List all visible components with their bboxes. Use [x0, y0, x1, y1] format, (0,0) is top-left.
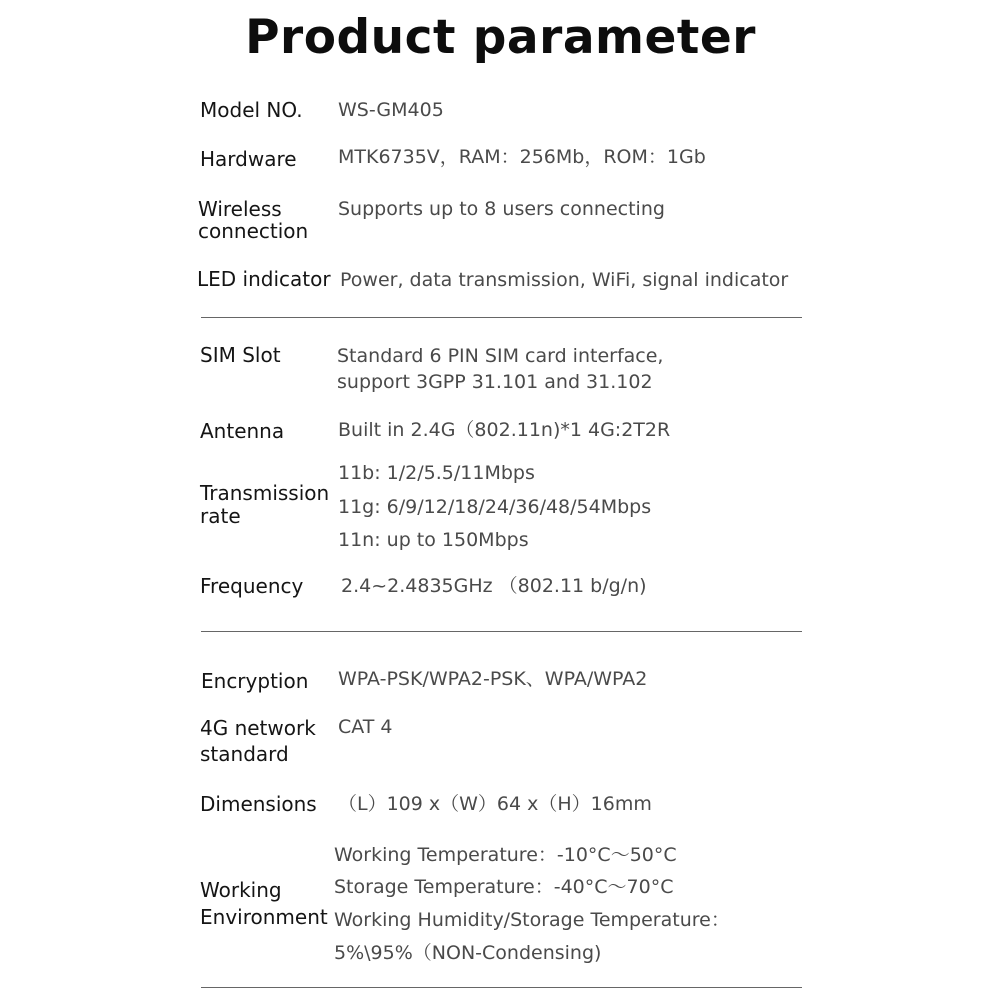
label-environment-line2: Environment [200, 905, 328, 929]
value-sim-slot-line1: Standard 6 PIN SIM card interface, [337, 345, 664, 367]
value-transmission-11g: 11g: 6/9/12/18/24/36/48/54Mbps [338, 496, 652, 518]
label-environment-line1: Working [200, 878, 282, 902]
value-encryption: WPA-PSK/WPA2-PSK、WPA/WPA2 [338, 668, 648, 690]
label-frequency: Frequency [200, 574, 304, 598]
label-encryption: Encryption [201, 669, 309, 693]
label-led-indicator: LED indicator [197, 267, 331, 291]
section-divider [201, 631, 802, 632]
value-humidity-label: Working Humidity/Storage Temperature： [334, 909, 730, 931]
label-hardware: Hardware [200, 147, 297, 171]
value-storage-temperature: Storage Temperature：-40°C～70°C [334, 876, 674, 898]
value-humidity-range: 5%\95%（NON-Condensing) [334, 942, 602, 964]
value-antenna: Built in 2.4G（802.11n)*1 4G:2T2R [338, 419, 671, 441]
label-transmission-line1: Transmission [200, 481, 330, 505]
section-divider [201, 317, 802, 318]
value-sim-slot-line2: support 3GPP 31.101 and 31.102 [337, 371, 653, 393]
label-dimensions: Dimensions [200, 792, 317, 816]
section-divider [201, 987, 802, 988]
label-wireless-line1: Wireless [198, 197, 282, 221]
label-sim-slot: SIM Slot [200, 343, 281, 367]
value-working-temperature: Working Temperature：-10°C～50°C [334, 844, 677, 866]
value-dimensions: （L）109 x（W）64 x（H）16mm [338, 793, 652, 815]
label-transmission-line2: rate [200, 504, 241, 528]
value-led-indicator: Power, data transmission, WiFi, signal indicator [340, 269, 789, 291]
value-model-no: WS-GM405 [338, 99, 444, 121]
value-wireless: Supports up to 8 users connecting [338, 198, 665, 220]
label-antenna: Antenna [200, 419, 285, 443]
value-transmission-11b: 11b: 1/2/5.5/11Mbps [338, 462, 535, 484]
value-hardware: MTK6735V，RAM：256Mb，ROM：1Gb [338, 146, 706, 168]
value-transmission-11n: 11n: up to 150Mbps [338, 529, 529, 551]
label-model-no: Model NO. [200, 98, 303, 122]
label-4g-network-line2: standard [200, 742, 289, 766]
label-4g-network-line1: 4G network [200, 716, 316, 740]
value-4g-network: CAT 4 [338, 716, 393, 738]
page-title: Product parameter [245, 10, 756, 65]
value-frequency: 2.4~2.4835GHz （802.11 b/g/n) [341, 575, 647, 597]
label-wireless-line2: connection [198, 219, 309, 243]
